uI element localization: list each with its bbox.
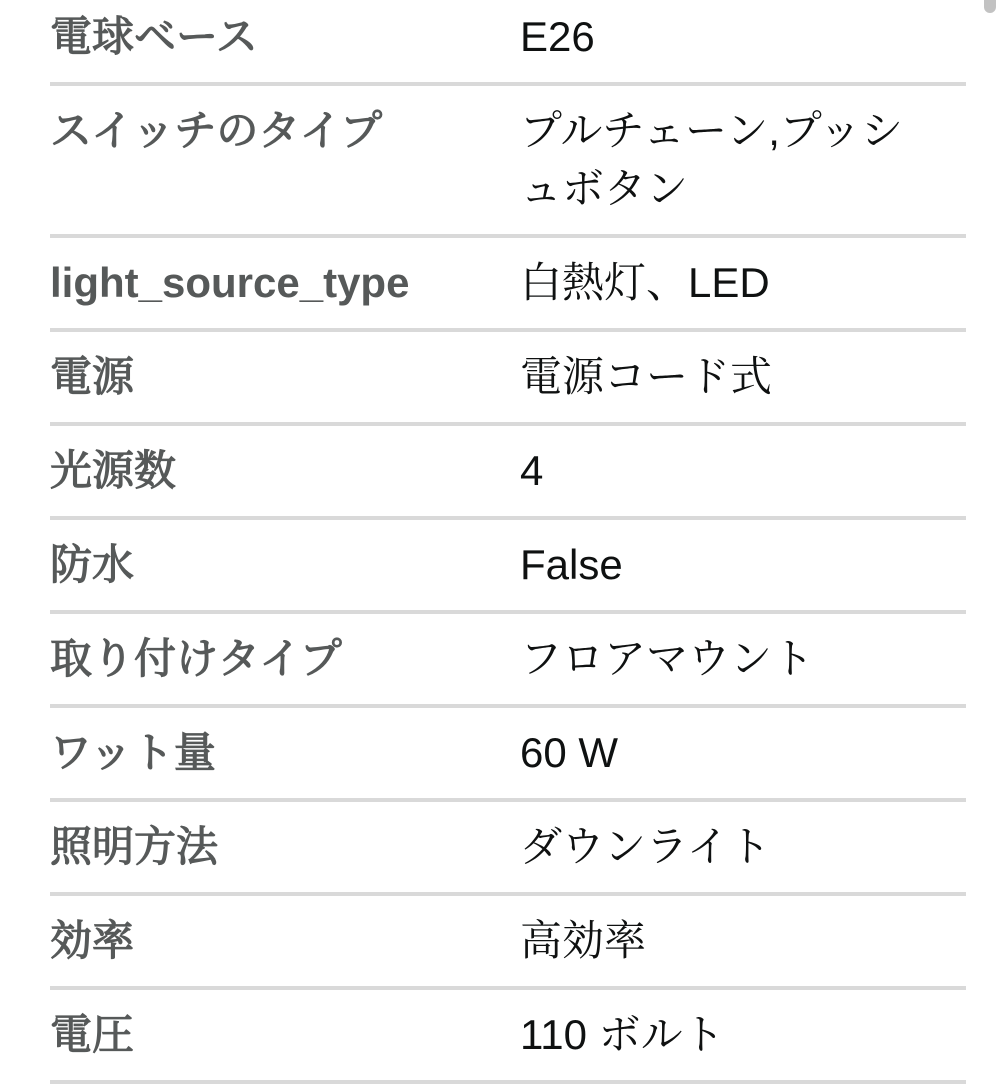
spec-value: 110 ボルト — [520, 1011, 725, 1058]
spec-label: 効率 — [50, 917, 135, 964]
spec-value: プルチェーン,プッシュボタン — [520, 107, 903, 212]
spec-label: ワット量 — [50, 729, 216, 776]
scrollbar-thumb[interactable] — [984, 0, 996, 13]
spec-label: 防水 — [50, 541, 135, 588]
spec-row — [50, 896, 966, 990]
spec-value: 白熱灯、LED — [520, 259, 770, 306]
product-spec-table — [50, 0, 966, 1084]
spec-row — [50, 0, 966, 86]
spec-row — [50, 708, 966, 802]
spec-row — [50, 86, 966, 238]
spec-value: E26 — [520, 13, 595, 60]
spec-label: 取り付けタイプ — [50, 635, 342, 682]
spec-row — [50, 802, 966, 896]
spec-row — [50, 520, 966, 614]
spec-value: 高効率 — [520, 917, 647, 964]
spec-label: light_source_type — [50, 259, 410, 306]
spec-value: 電源コード式 — [520, 353, 773, 400]
spec-value: 4 — [520, 447, 544, 494]
spec-value: 60 W — [520, 729, 619, 776]
spec-label: 光源数 — [50, 447, 177, 494]
spec-label: スイッチのタイプ — [50, 107, 383, 154]
spec-label: 電球ベース — [50, 13, 258, 60]
spec-row — [50, 426, 966, 520]
spec-row — [50, 332, 966, 426]
spec-label: 照明方法 — [50, 823, 219, 870]
spec-row — [50, 614, 966, 708]
spec-label: 電圧 — [50, 1011, 135, 1058]
spec-value: フロアマウント — [520, 635, 815, 682]
spec-value: False — [520, 541, 623, 588]
spec-row — [50, 990, 966, 1084]
spec-row — [50, 238, 966, 332]
spec-label: 電源 — [50, 353, 135, 400]
spec-value: ダウンライト — [520, 823, 771, 870]
